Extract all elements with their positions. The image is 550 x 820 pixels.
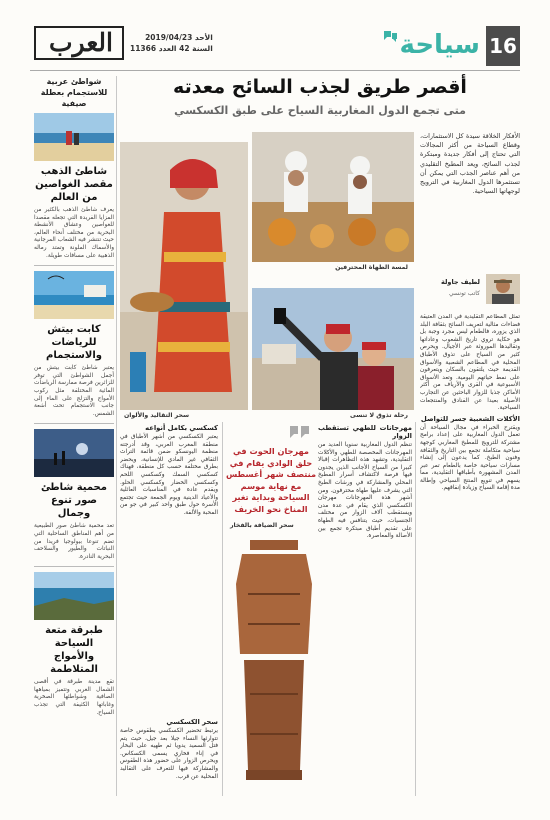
article-paragraph: يرتبط تحضير الكسكسي بطقوس خاصة تتوارثها النساء جيلا بعد جيل، حيث يتم فتل السميد يدويا ثم طهيه على البخار في إناء فخاري يسمى الكسكاس. ويحرص الزوار على حضور هذه الطقوس والمشاركة فيها للتعرف على التقاليد المحلية عن قرب.	[120, 728, 218, 780]
sidebar	[34, 76, 114, 796]
photo-caption: رحلة تذوق لا تنسى	[349, 412, 408, 419]
article-subheading: سحر الكسكسي	[166, 718, 218, 726]
divider	[34, 265, 114, 266]
article-subheading: الأكلات الشعبية جسر للتواصل	[420, 414, 520, 423]
sidebar-item-title: محمية شاطئ صور تنوع وجمال	[41, 482, 107, 520]
page-header	[30, 26, 520, 66]
article-column-left-bottom	[120, 716, 218, 796]
sidebar-photo-coast	[34, 572, 114, 620]
sidebar-item-title: طبرقة متعة السياحة والأمواج المتلاطمة	[45, 625, 103, 676]
article-paragraph: يعتبر الكسكسي من أشهر الأطباق في منطقة المغرب العربي، وقد أدرجته منظمة اليونسكو ضمن قائمة التراث الثقافي غير المادي للإنسانية، ويحضر بطرق مختلفة حسب كل منطقة، فهناك كسكسي السمك وكسكسي اللحم وكسكسي الخضار وكسكسي الحلو. ويقدم عادة في المناسبات العائلية والأعياد الدينية ويوم الجمعة حيث تجتمع الأسرة حول طبق واحد كبير في جو من المحبة والألفة.	[120, 434, 218, 516]
column-divider	[116, 76, 117, 796]
article-paragraph: تنظم الدول المغاربية سنويا العديد من المهرجانات المخصصة للطهي والأكلات التقليدية، وتشهد هذه التظاهرات إقبالا كبيرا من السياح الأجانب الذين يجدون فيها فرصة لاكتشاف أسرار المطبخ المحلي والمشاركة في ورشات الطبخ التي يشرف عليها طهاة محترفون. ومن أشهر هذه المهرجانات مهرجان الكسكسي الذي يقام في عدة مدن ويستقطب آلاف الزوار من مختلف الجنسيات، حيث يتنافس فيه الطهاة على تقديم أطباق مبتكرة تجمع بين الأصالة والمعاصرة.	[318, 442, 412, 540]
photo-couple-selfie	[252, 288, 414, 410]
issue-date: الأحد 2019/04/23	[145, 33, 213, 42]
header-divider	[30, 70, 520, 71]
article-paragraph: ويقترح الخبراء في مجال السياحة أن تعمل الدول المغاربية على إعداد برامج مشتركة للترويج للمطبخ المغاربي كوجهة سياحية متكاملة تجمع بين التاريخ والثقافة وفنون الطبخ. كما يدعون إلى إنشاء مسارات سياحية خاصة بالطعام تمر عبر المدن المشهورة بأطباقها التقليدية، مما يسهم في تنويع المنتج السياحي وإطالة مدة إقامة السياح وزيادة إنفاقهم.	[420, 424, 520, 492]
article-headline: أقصر طريق لجذب السائح معدته	[173, 76, 467, 98]
section-number: 16	[486, 26, 520, 66]
photo-woman-traditional	[120, 142, 248, 410]
article-column-right	[420, 314, 520, 796]
divider	[34, 423, 114, 424]
photo-caption: سحر الضيافة بالفخار	[230, 522, 294, 529]
photo-caption: سحر التقاليد والألوان	[124, 412, 190, 419]
photo-caption: لمسة الطهاة المحترفين	[335, 264, 408, 271]
masthead-logo: العرب	[49, 28, 113, 57]
sidebar-item-title: كابت بيتش للرياضات والاستجمام	[45, 324, 102, 362]
article-subheading: كسكسي بكامل أنواعه	[145, 424, 218, 432]
article-intro: الأفكار الخلاقة سيدة كل الاستثمارات، وقطاع السياحة من أكثر المجالات التي تحتاج إلى أفكار جديدة ومبتكرة لجذب السائح، ويعد المطبخ التقليدي من أهم عناصر الجذب التي يمكن أن تستثمرها الدول المغاربية في الترويج لوجهاتها السياحية.	[420, 132, 520, 196]
sidebar-heading: شواطئ عربية للاستجمام بعطلة صيفية	[40, 77, 108, 108]
article-paragraph: تمثل المطاعم التقليدية في المدن العتيقة فضاءات مثالية لتعريف السائح بثقافة البلد الذي يزوره، فالطعام ليس مجرد وجبة بل هو حكاية تروي تاريخ الشعوب وعاداتها وتقاليدها الموروثة عبر الأجيال. ويحرص كثير من السياح على تذوق الأطباق المحلية في المطاعم الشعبية والأسواق القديمة حيث يلتقون بالسكان ويتعرفون على نمط حياتهم اليومية. وتعد الأسواق الأسبوعية في القرى والأرياف من أكثر الأماكن جذبا للزوار الباحثين عن التجارب الأصيلة بعيدا عن الفنادق والمنتجعات السياحية.	[420, 314, 520, 412]
author-avatar	[486, 274, 520, 304]
author-name: لطيف جاولة	[441, 278, 480, 286]
sidebar-item-title: شاطئ الذهب مقصد الغواصين من العالم	[35, 166, 113, 203]
sidebar-photo-beach	[34, 113, 114, 161]
issue-info	[130, 32, 213, 54]
sidebar-item-text: يعرف شاطئ الذهب بالكثير من المزايا الفريدة التي تجعله مقصدا للغواصين وعشاق الأنشطة البحرية من مختلف أنحاء العالم، حيث تنتشر فيه الشعاب المرجانية والأسماك الملونة وتمتد رماله الذهبية على مسافات طويلة.	[34, 207, 114, 259]
pull-quote: مهرجان الحوت في حلق الوادي يقام في منتصف شهر أغسطس مع نهاية موسم السياحة وبداية تغير المناخ نحو الخريف	[225, 446, 317, 514]
sidebar-photo-sunset	[34, 429, 114, 477]
section-name: سياحة	[399, 30, 480, 60]
photo-chefs	[252, 132, 414, 262]
sidebar-item-text: يعتبر شاطئ كابت بيتش من أجمل الشواطئ التي توفر للزائرين فرصة ممارسة الرياضات المائية المختلفة مثل ركوب الأمواج والتزلج على الماء إلى جانب الاستجمام تحت أشعة الشمس.	[34, 365, 114, 417]
article-subheading: مهرجانات للطهي تستقطب الزوار	[318, 424, 412, 440]
sidebar-photo-kite-beach	[34, 271, 114, 319]
author-role: كاتب تونسي	[449, 290, 480, 297]
quote-mark-icon	[288, 424, 312, 442]
issue-number: السنة 42 العدد 11366	[130, 44, 213, 53]
article-subhead: متى تجمع الدول المغاربية السياح على طبق الكسكسي	[174, 104, 466, 117]
photo-clay-pot	[228, 534, 320, 796]
author-box	[420, 272, 520, 308]
speech-bubble-icon	[382, 30, 398, 44]
main-article	[120, 76, 520, 796]
column-divider	[415, 422, 416, 796]
article-column-middle	[318, 422, 412, 796]
column-divider	[222, 422, 223, 796]
sidebar-item-text: تعد محمية شاطئ صور الطبيعية من أهم المناطق الساحلية التي تضم تنوعا بيولوجيا فريدا من النباتات والطيور والسلاحف البحرية النادرة.	[34, 523, 114, 560]
divider	[34, 566, 114, 567]
sidebar-item-text: تقع مدينة طبرقة في أقصى الشمال الغربي وتتميز بمياهها الصافية وشواطئها الصخرية وغاباتها الكثيفة التي تجذب السياح.	[34, 679, 114, 716]
